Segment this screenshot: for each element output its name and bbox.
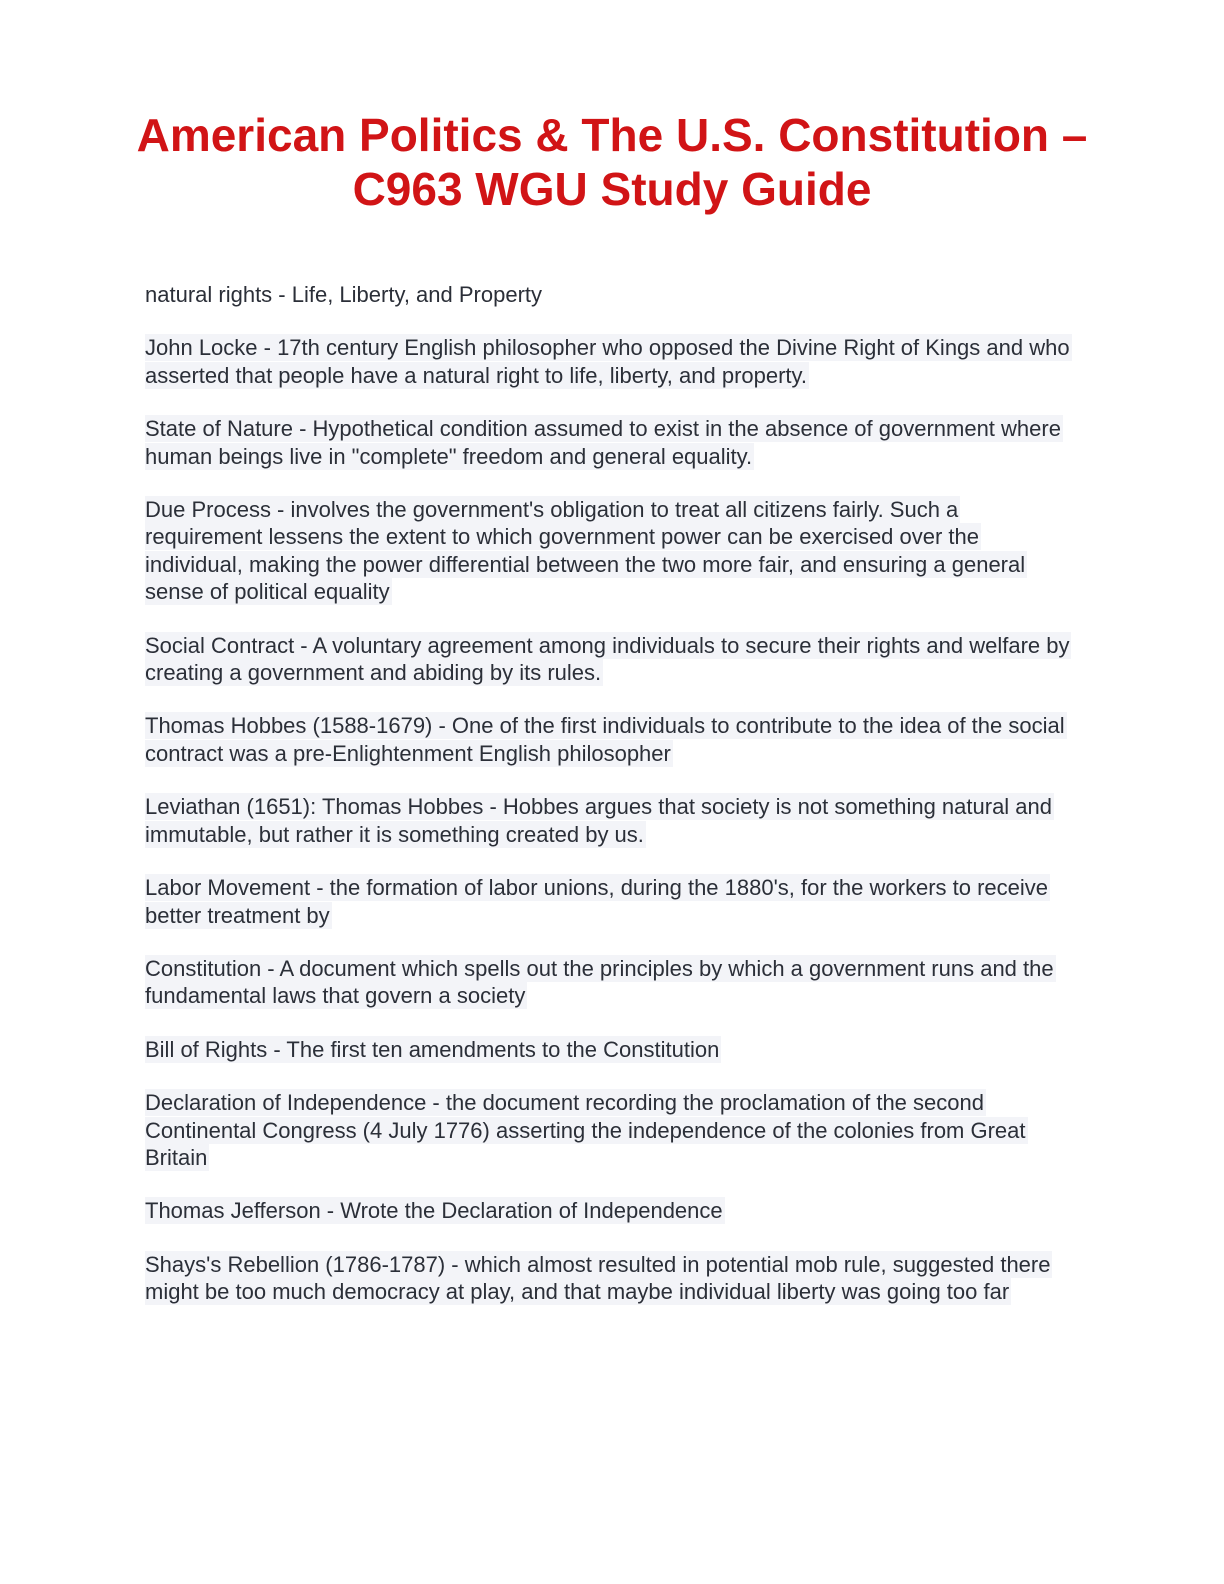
entry-text: Due Process - involves the government's obligation to treat all citizens fairly. Such a requirement lessens the extent to which government power can be exercised over the individual, making the power differential between the two more fair, and ensuring a general sense of political equality [145,497,1026,605]
entry-text: Bill of Rights - The first ten amendments to the Constitution [145,1036,720,1062]
entry-text: Leviathan (1651): Thomas Hobbes - Hobbes argues that society is not something natural and immutable, but rather it is something created by us. [145,794,1053,847]
study-guide-entries [145,281,1080,1332]
entry-text: Labor Movement - the formation of labor unions, during the 1880's, for the workers to receive better treatment by [145,875,1049,928]
entry-social-contract [145,632,1080,687]
entry-natural-rights [145,281,1080,308]
entry-thomas-hobbes [145,712,1080,767]
entry-bill-of-rights [145,1036,1080,1063]
entry-text: Social Contract - A voluntary agreement among individuals to secure their rights and welfare by creating a government and abiding by its rules. [145,632,1070,686]
entry-text: Thomas Jefferson - Wrote the Declaration of Independence [145,1198,723,1224]
entry-shays-rebellion [145,1251,1080,1306]
entry-constitution [145,955,1080,1010]
entry-john-locke [145,334,1080,389]
title-line-2: C963 WGU Study Guide [352,163,872,215]
title-line-1: American Politics & The U.S. Constitution – [136,109,1088,161]
entry-state-of-nature [145,415,1080,470]
entry-labor-movement [145,874,1080,929]
entry-thomas-jefferson [145,1197,1080,1224]
entry-text: Shays's Rebellion (1786-1787) - which almost resulted in potential mob rule, suggested there might be too much democracy at play, and that maybe individual liberty was going too far [145,1251,1051,1305]
entry-text: Constitution - A document which spells out the principles by which a government runs and the fundamental laws that govern a society [145,955,1054,1009]
entry-text: John Locke - 17th century English philosopher who opposed the Divine Right of Kings and who asserted that people have a natural right to life, liberty, and property. [145,335,1070,388]
entry-declaration-of-independence [145,1089,1080,1171]
entry-leviathan [145,793,1080,848]
entry-text: Declaration of Independence - the document recording the proclamation of the second Continental Congress (4 July 1776) asserting the independence of the colonies from Great Britain [145,1090,1026,1170]
entry-text: natural rights - Life, Liberty, and Property [145,282,543,307]
entry-text: State of Nature - Hypothetical condition assumed to exist in the absence of government where human beings live in "complete" freedom and general equality. [145,416,1061,469]
entry-due-process [145,496,1080,606]
entry-text: Thomas Hobbes (1588-1679) - One of the first individuals to contribute to the idea of the social contract was a pre-Enlightenment English philosopher [145,713,1065,766]
page-title [100,108,1124,216]
